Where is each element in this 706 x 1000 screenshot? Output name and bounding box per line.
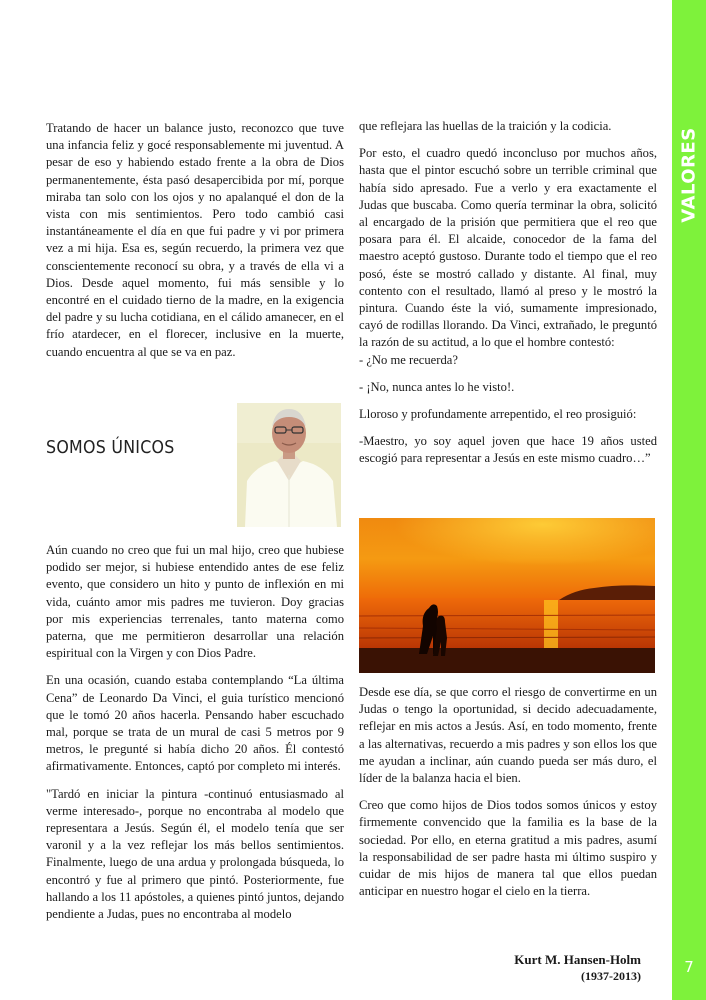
dialogue-line: -Maestro, yo soy aquel joven que hace 19 años usted escogió para representar a Jesús en este mismo cuadro…” [359, 434, 657, 466]
portrait-illustration [237, 403, 341, 527]
paragraph-judas: Por esto, el cuadro quedó inconcluso por muchos años, hasta que el pintor escuchó sobre un terrible criminal que había sido apresado. Fue a verlo y era exactamente el Judas que buscaba. Como quería terminar la obra, solicitó al encargado de la prisión que permitiera que el reo que posara para él. El alcaide, conocedor de la fama del maestro aceptó gustoso. Durante todo el tiempo que el reo posó, éste se mostró callado y distante. Al final, muy contento con el resultado, llamó al preso y le mostró la pintura. Cuando éste la vió, sumamente impresionado, cayó de rodillas llorando. Da Vinci, extrañado, le preguntó la razón de su actitud, a lo que el hombre contestó: [359, 146, 657, 350]
section-label-text: VALORES [678, 127, 700, 223]
sunset-beach-image [359, 518, 655, 673]
left-column-top [46, 120, 344, 371]
dialogue-line: - ¿No me recuerda? [359, 352, 458, 367]
section-heading: SOMOS ÚNICOS [46, 437, 175, 458]
paragraph-family: Creo que como hijos de Dios todos somos únicos y estoy firmemente convencido que la familia es la base de la sociedad. Por ello, en eterna gratitud a mis padres, asumí la responsabilidad de ser padre hasta mi último suspiro y cuidar de mis hijos de manera tal que ellos puedan anticipar en nuestro hogar el cielo en la tierra. [359, 798, 657, 899]
author-signature [514, 952, 641, 984]
dialogue-line: Lloroso y profundamente arrepentido, el reo prosiguió: [359, 407, 637, 422]
page-number: 7 [684, 958, 694, 976]
paragraph-parents: Aún cuando no creo que fui un mal hijo, creo que hubiese podido ser mejor, si hubiese entendido antes de ese feliz evento, que considero un hito y punto de inflexión en mi vida, cuánto amor mis padres me tuvieron. Doy gracias por mis experiencias terrenales, tanto materna como paterna, que me permitieron desarrollar una relación espiritual con la Virgen y con Dios Padre. [46, 543, 344, 661]
author-name: Kurt M. Hansen-Holm [514, 952, 641, 967]
right-column-top [359, 118, 657, 478]
intro-paragraph: Tratando de hacer un balance justo, reconozco que tuve una infancia feliz y gocé responsablemente mi juventud. A pesar de eso y habiendo estado frente a la obra de Dios permanentemente, ésta pasó desapercibida por mí, porque miraba tan solo con los ojos y no apalanqué el don de la vista con mis sentimientos. Pero todo cambió casi instantáneamente el día en que fui padre y vi por primera vez a mi hija. Esa es, según recuerdo, la primera vez que conscientemente reconocí su obra, y a través de ella vi a Dios. Desde aquel momento, fui más sensible y lo encontré en el cuidado tierno de la madre, en la exigencia del padre y su lucha cotidiana, en el cálido amanecer, en el frío atardecer, en el florecer, inclusive en la muerte, cuando encuentra al que se va en paz. [46, 121, 344, 359]
paragraph-choice: Desde ese día, se que corro el riesgo de convertirme en un Judas o tengo la oportunidad, si decido adecuadamente, reflejar en mis actos a Jesús. Así, en todo momento, frente a las alternativas, recuerdo a mis padres y son ellos los que me ayudan a inclinar, aún cuando pueda ser más duro, el líder de la balanza hacia el bien. [359, 685, 657, 786]
dialogue-line: - ¡No, nunca antes lo he visto!. [359, 379, 515, 394]
sunset-illustration [359, 518, 655, 673]
continuation-line: que reflejara las huellas de la traición y la codicia. [359, 119, 612, 133]
section-label [672, 120, 706, 230]
author-years: (1937-2013) [581, 969, 641, 983]
author-portrait [237, 403, 341, 527]
right-column-bottom [359, 684, 657, 910]
paragraph-last-supper: En una ocasión, cuando estaba contemplando “La última Cena” de Leonardo Da Vinci, el guia turístico mencionó que le tomó 20 años hacerla. Pensando haber escuchado mal, porque se trata de un mural de casi 5 metros por 9 metros, le pregunté si había dicho 20 años. Él contestó afirmativamente. Entonces, captó por completo mi interés. [46, 673, 344, 774]
left-column-bottom [46, 542, 344, 933]
paragraph-painting-story: "Tardó en iniciar la pintura -continuó entusiasmado al verme interesado-, porque no encontraba al modelo que representara a Jesús. Según él, el modelo tenía que ser varonil y a la vez reflejar los más bellos sentimientos. Finalmente, luego de una ardua y prolongada búsqueda, lo encontró y fue al primero que pintó. Posteriormente, fue hallando a los 11 apóstoles, a quienes pintó juntos, dejando pendiente a Judas, pues no encontraba al modelo [46, 786, 344, 922]
